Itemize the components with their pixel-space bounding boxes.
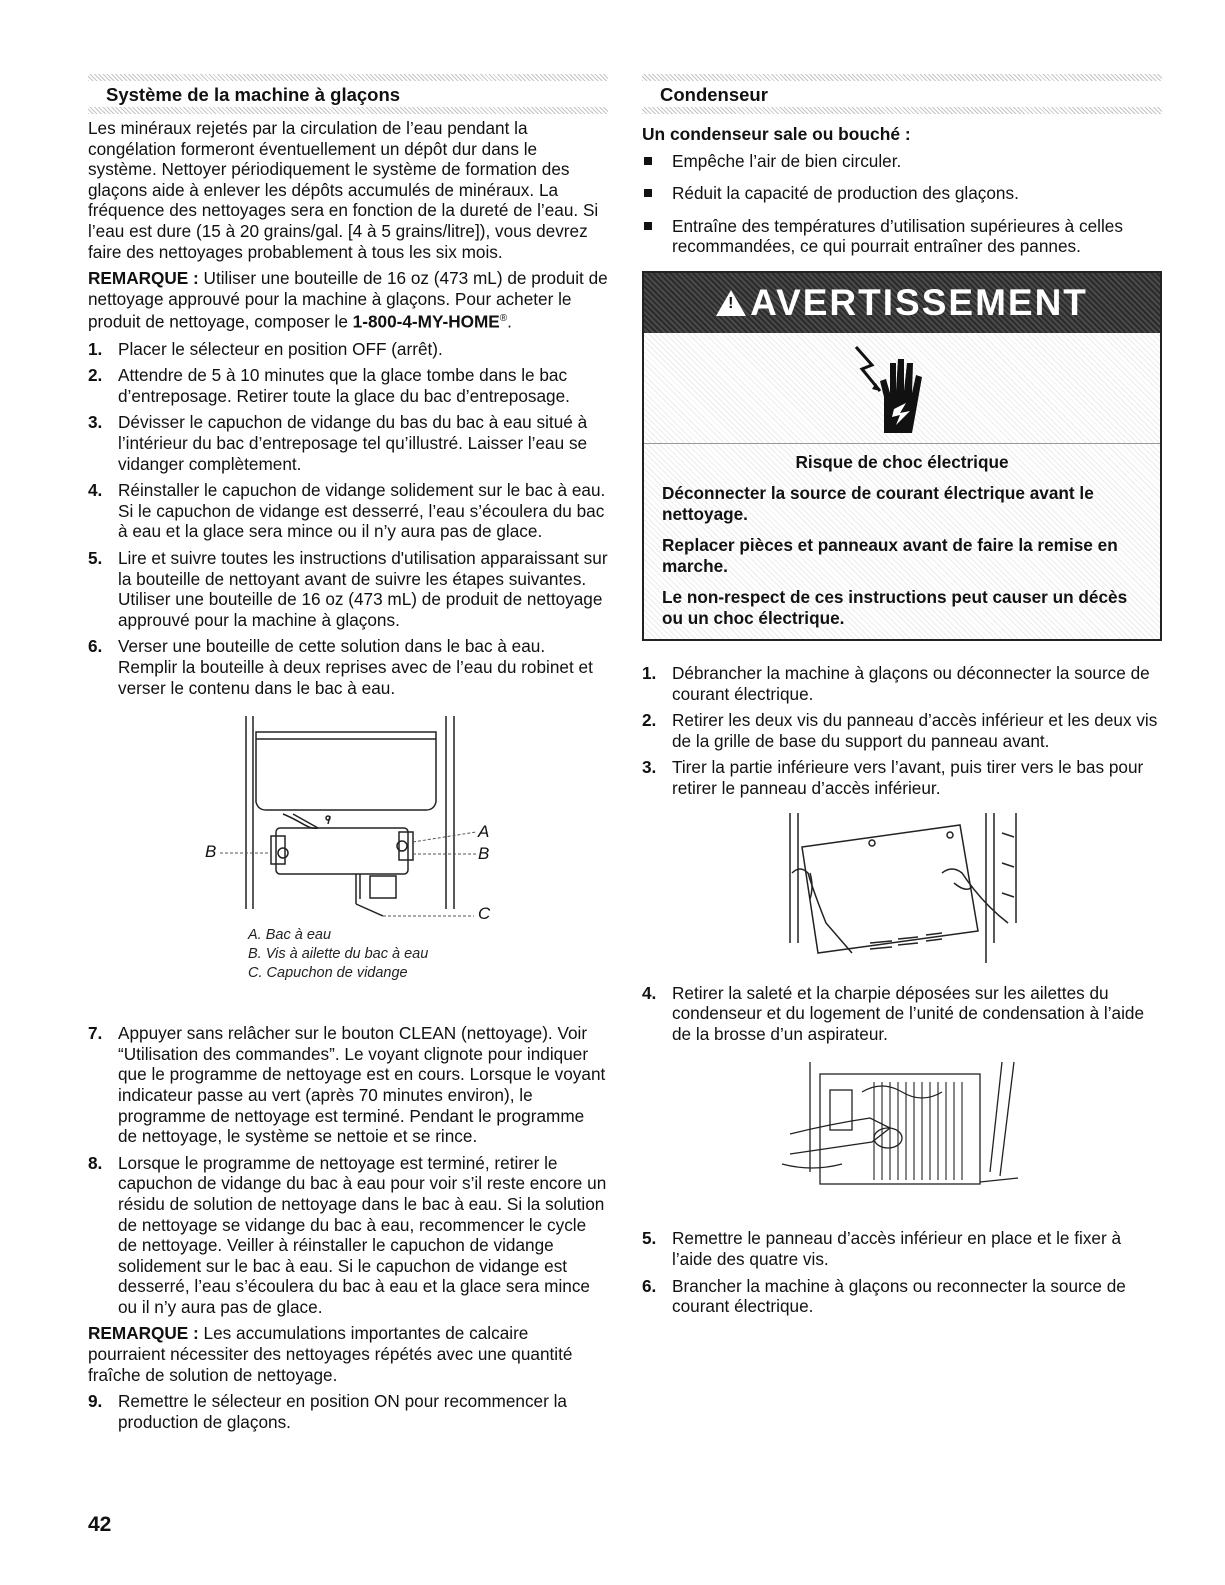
page-number: 42 [88,1513,112,1536]
note-text: Utiliser une bouteille de 16 oz (473 mL) de produit de nettoyage approuvé pour la machine à glaçons. Pour acheter le produit de nettoyage, composer le [88,268,608,333]
figure-label-b-right: B [478,844,490,864]
access-panel-figure [642,813,1162,973]
step-number: 5. [88,548,103,569]
hazard-title: Risque de choc électrique [795,451,1009,472]
caption-b: B. Vis à ailette du bac à eau [248,946,429,963]
steps-list-2 [88,1023,608,1317]
water-bin-figure [88,704,608,922]
step-text: Verser une bouteille de cette solution dans le bac à eau. Remplir la bouteille à deux reprises avec de l’eau du robinet et verser le contenu dans le bac à eau. [118,636,593,698]
condenser-figure [642,1052,1162,1212]
steps-list-3 [88,1391,608,1432]
condenser-steps-1 [642,663,1162,799]
step-item [88,636,608,698]
step-text: Lorsque le programme de nettoyage est terminé, retirer le capuchon de vidange du bac à eau pour voir s’il reste encore un résidu de solution de nettoyage dans le bac à eau. Si la solution de nettoyage se vidange du bac à eau, recommencer le cycle de nettoyage. Veiller à réinstaller le capuchon de vidange solidement sur le bac à eau. Si le capuchon de vidange est desserré, l’eau s’écoulera du bac à eau et la glace sera mince ou il n’y aura pas de glace. [118,1152,607,1317]
note-end: . [507,312,512,333]
bullet-square-icon [644,222,652,230]
condenser-steps-2 [642,983,1162,1045]
header-band-top [88,74,608,81]
step-text: Remettre le sélecteur en position ON pour recommencer la production de glaçons. [118,1391,567,1432]
steps-list-1 [88,339,608,699]
electric-shock-hand-icon [850,341,930,437]
step-item [88,548,608,630]
note2-text: Les accumulations importantes de calcaire pourraient nécessiter des nettoyages répétés avec une quantité fraîche de solution de nettoyage. [88,1323,573,1385]
figure-label-c: C [478,904,491,924]
warning-line: Déconnecter la source de courant électrique avant le nettoyage. [662,482,1094,524]
step-text: Placer le sélecteur en position OFF (arrêt). [118,338,443,359]
step-number: 2. [642,710,657,731]
step-text: Retirer les deux vis du panneau d’accès inférieur et les deux vis de la grille de base du support du panneau avant. [672,710,1158,751]
warning-title: AVERTISSEMENT [750,281,1088,323]
warning-body [644,444,1160,639]
step-item [642,663,1162,704]
caption-c: C. Capuchon de vidange [248,965,408,982]
note2-label: REMARQUE : [88,1323,199,1344]
step-item [642,1228,1162,1269]
bullet-item [642,216,1162,257]
step-item [88,412,608,474]
note-label: REMARQUE : [88,268,199,289]
header-band-top [642,74,1162,81]
step-item [88,1023,608,1147]
right-column [642,70,1162,1323]
figure-label-b-left: B [205,842,217,862]
bullet-text: Entraîne des températures d’utilisation supérieures à celles recommandées, ce qui pourrait entraîner des pannes. [672,215,1123,257]
warning-title-bar [644,273,1160,333]
step-number: 3. [88,412,103,433]
step-text: Tirer la partie inférieure vers l’avant, puis tirer vers le bas pour retirer le panneau d’accès inférieur. [672,757,1144,798]
step-number: 3. [642,757,657,778]
section-title: Condenseur [660,84,768,105]
step-item [88,480,608,542]
intro-paragraph: Les minéraux rejetés par la circulation de l’eau pendant la congélation formeront éventuellement un dépôt dur dans le système. Nettoyer périodiquement le système de formation des glaçons aide à enlever les dépôts accumulés de minéraux. La fréquence des nettoyages sera en fonction de la dureté de l’eau. Si l’eau est dure (15 à 20 grains/gal. [4 à 5 grains/litre]), vous devrez faire des nettoyages probablement à tous les six mois. [88,118,599,262]
warning-line: Replacer pièces et panneaux avant de faire la remise en marche. [662,534,1118,576]
step-item [642,757,1162,798]
bullet-square-icon [644,157,652,165]
section-header-ice-system [88,70,608,112]
header-band-bottom [642,107,1162,114]
bullet-item [642,151,1162,172]
step-number: 6. [88,636,103,657]
condenser-illustration [642,1052,1162,1212]
step-text: Attendre de 5 à 10 minutes que la glace tombe dans le bac d’entreposage. Retirer toute la glace du bac d’entreposage. [118,365,570,406]
section-header-condenser [642,70,1162,112]
step-text: Lire et suivre toutes les instructions d'utilisation apparaissant sur la bouteille de nettoyant avant de suivre les étapes suivantes. Utiliser une bouteille de 16 oz (473 mL) de produit de nettoyage approuvé pour la machine à glaçons. [118,548,608,630]
step-text: Appuyer sans relâcher sur le bouton CLEAN (nettoyage). Voir “Utilisation des commandes”. Le voyant clignote pour indiquer que le programme de nettoyage est en cours. Lorsque le voyant indicateur passe au vert (après 70 minutes environ), le programme de nettoyage est terminé. Pendant le programme de nettoyage, le système se nettoie et se rince. [118,1023,606,1147]
step-item [642,983,1162,1045]
figure-captions [88,926,608,983]
water-bin-illustration [88,704,608,922]
header-band-bottom [88,107,608,114]
phone-number: 1-800-4-MY-HOME [352,312,500,333]
step-number: 9. [88,1391,103,1412]
condenser-steps-3 [642,1228,1162,1316]
step-text: Dévisser le capuchon de vidange du bas du bac à eau situé à l’intérieur du bac d’entreposage tel qu’illustré. Laisser l’eau se vidanger complètement. [118,412,588,474]
warning-icon-row [644,333,1160,444]
warning-line: Le non-respect de ces instructions peut causer un décès ou un choc électrique. [662,586,1128,628]
access-panel-illustration [642,813,1162,973]
condenser-subheading: Un condenseur sale ou bouché : [642,124,911,144]
step-number: 6. [642,1275,657,1296]
step-item [642,710,1162,751]
section-title: Système de la machine à glaçons [106,84,401,105]
step-item [88,339,608,360]
step-text: Retirer la saleté et la charpie déposées sur les ailettes du condenseur et du logement de l’unité de condensation à l’aide de la brosse d’un aspirateur. [672,982,1145,1044]
bullet-text: Réduit la capacité de production des glaçons. [672,183,1019,204]
step-text: Remettre le panneau d’accès inférieur en place et le fixer à l’aide des quatre vis. [672,1228,1122,1269]
warning-box [642,271,1162,641]
registered-mark: ® [499,313,508,325]
step-number: 1. [88,338,103,359]
step-item [88,1153,608,1318]
warning-triangle-icon: ! [716,290,746,316]
step-text: Réinstaller le capuchon de vidange solidement sur le bac à eau. Si le capuchon de vidange est desserré, l’eau s’écoulera du bac à eau et la glace sera mince ou il n’y aura pas de glace. [118,480,606,542]
figure-label-a: A [478,822,490,842]
condenser-bullets [642,151,1162,257]
step-number: 4. [88,480,103,501]
step-number: 8. [88,1152,103,1173]
step-number: 4. [642,982,657,1003]
bullet-square-icon [644,189,652,197]
bullet-item [642,183,1162,204]
bullet-text: Empêche l’air de bien circuler. [672,150,902,171]
step-text: Débrancher la machine à glaçons ou déconnecter la source de courant électrique. [672,662,1150,704]
step-item [88,365,608,406]
step-number: 7. [88,1023,103,1044]
step-item [88,1391,608,1432]
step-number: 5. [642,1228,657,1249]
step-text: Brancher la machine à glaçons ou reconnecter la source de courant électrique. [672,1275,1126,1317]
step-number: 2. [88,365,103,386]
step-item [642,1276,1162,1317]
note2-paragraph [88,1323,608,1385]
step-number: 1. [642,662,657,683]
left-column [88,70,608,1438]
caption-a: A. Bac à eau [248,927,332,944]
note-paragraph [88,268,608,333]
